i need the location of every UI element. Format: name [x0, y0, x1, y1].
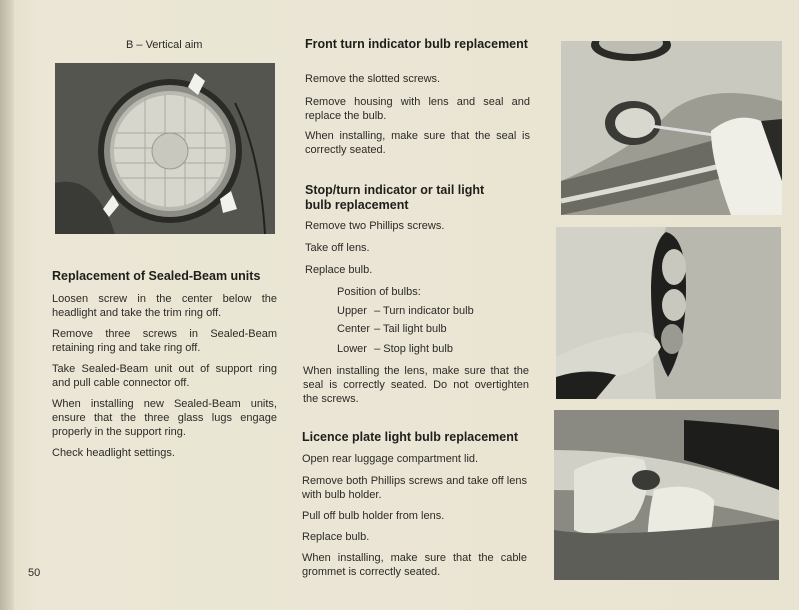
- page-fold: [0, 0, 14, 610]
- bulb-position-upper: [337, 304, 474, 318]
- bulb-position-desc: – Turn indicator bulb: [374, 305, 474, 317]
- bulb-position-lower: [337, 342, 453, 356]
- licence-plate-light-photo: [554, 410, 779, 580]
- paragraph: Remove three screws in Sealed-Beam retaining ring and take ring off.: [52, 328, 277, 354]
- bulb-position-desc: – Tail light bulb: [374, 323, 447, 335]
- bulb-position-label: Upper: [337, 305, 367, 317]
- section-heading-front-indicator: Front turn indicator bulb replacement: [305, 37, 528, 51]
- paragraph: Take off lens.: [305, 242, 370, 254]
- paragraph: Check headlight settings.: [52, 447, 175, 459]
- paragraph: Replace bulb.: [302, 531, 370, 543]
- paragraph: Take Sealed-Beam unit out of support ring and pull cable connector off.: [52, 363, 277, 389]
- section-heading-sealed-beam: Replacement of Sealed-Beam units: [52, 269, 261, 283]
- paragraph: Remove housing with lens and seal and replace the bulb.: [305, 96, 530, 122]
- bulb-position-label: Center: [337, 323, 371, 335]
- tail-light-photo: [556, 227, 781, 399]
- paragraph: Loosen screw in the center below the headlight and take the trim ring off.: [52, 293, 277, 319]
- front-indicator-photo: [561, 41, 782, 215]
- paragraph: Remove both Phillips screws and take off lens with bulb holder.: [302, 475, 527, 501]
- bulb-positions-title: Position of bulbs:: [337, 286, 421, 298]
- paragraph: Pull off bulb holder from lens.: [302, 510, 445, 522]
- paragraph: Remove two Phillips screws.: [305, 220, 445, 232]
- bulb-position-desc: – Stop light bulb: [374, 343, 453, 355]
- headlight-photo: [55, 63, 275, 234]
- section-heading-licence-plate: Licence plate light bulb replacement: [302, 430, 519, 444]
- paragraph: When installing the lens, make sure that the seal is correctly seated. Do not overtighten the screws.: [303, 365, 529, 405]
- bulb-position-center: [337, 322, 447, 336]
- page-number: 50: [28, 567, 41, 579]
- paragraph: Remove the slotted screws.: [305, 73, 441, 85]
- bulb-position-label: Lower: [337, 343, 367, 355]
- paragraph: When installing, make sure that the cable grommet is correctly seated.: [302, 552, 527, 578]
- figure-caption: B – Vertical aim: [126, 39, 203, 51]
- paragraph: Replace bulb.: [305, 264, 373, 276]
- paragraph: Open rear luggage compartment lid.: [302, 453, 479, 465]
- section-heading-stop-turn: Stop/turn indicator or tail light bulb replacement: [305, 183, 485, 212]
- paragraph: When installing new Sealed-Beam units, ensure that the three glass lugs engage properly in the support ring.: [52, 398, 277, 438]
- paragraph: When installing, make sure that the seal is correctly seated.: [305, 130, 530, 156]
